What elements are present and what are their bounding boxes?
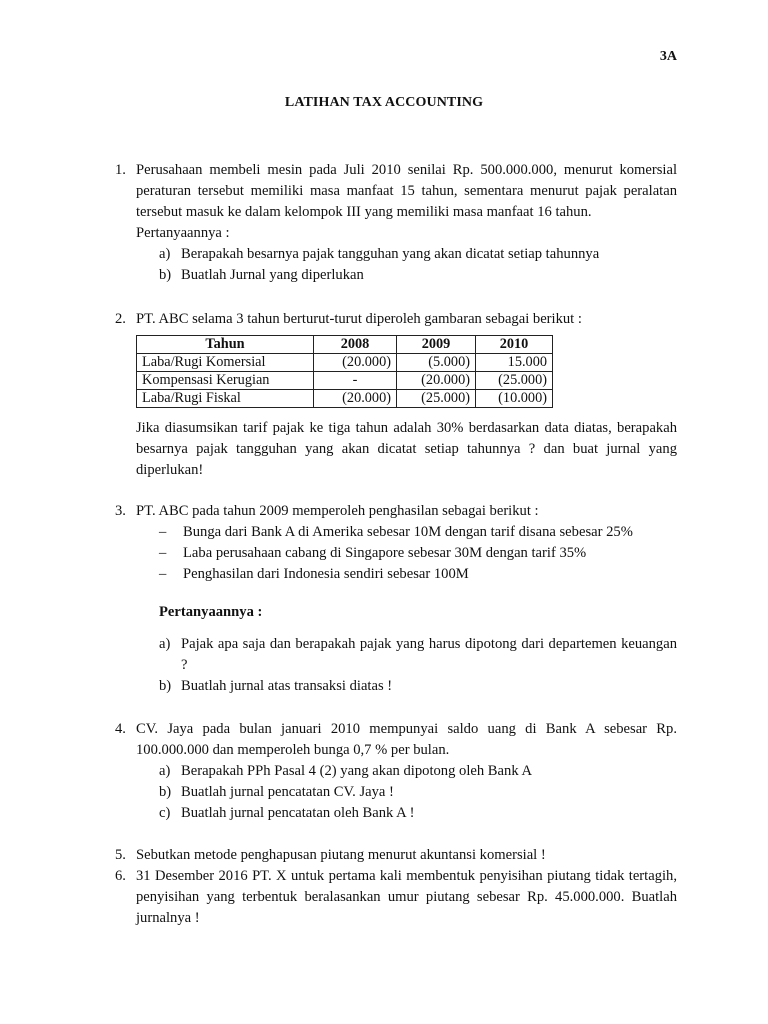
question-text: 31 Desember 2016 PT. X untuk pertama kali membentuk penyisihan piutang tidak tertagih, penyisihan yang terbentuk beralasankan umur piutang sebesar Rp. 45.000.000. Buatlah jurnalnya !: [136, 868, 677, 926]
data-table: [136, 335, 553, 408]
item-text: Berapakah besarnya pajak tangguhan yang akan dicatat setiap tahunnya: [181, 246, 600, 262]
table-cell: Laba/Rugi Komersial: [137, 354, 314, 372]
question-3: [115, 501, 677, 697]
table-cell: (20.000): [314, 354, 397, 372]
table-header: Tahun: [137, 336, 314, 354]
bullet-item: [159, 564, 677, 585]
dash-icon: –: [159, 524, 167, 540]
bullet-item: [159, 522, 677, 543]
table-header: 2008: [314, 336, 397, 354]
list-item: [159, 761, 677, 782]
question-number: 3.: [115, 503, 126, 519]
list-item: [159, 634, 677, 676]
table-cell: Kompensasi Kerugian: [137, 372, 314, 390]
page-id: 3A: [659, 49, 677, 64]
table-cell: (5.000): [397, 354, 476, 372]
table-cell: -: [314, 372, 397, 390]
question-number: 1.: [115, 162, 126, 178]
table-header: 2010: [476, 336, 553, 354]
list-item: [159, 803, 677, 824]
question-4: [115, 719, 677, 824]
question-1: [115, 160, 677, 286]
table-cell: Laba/Rugi Fiskal: [137, 390, 314, 408]
list-item: [159, 676, 677, 697]
item-text: Buatlah jurnal pencatatan oleh Bank A !: [181, 805, 415, 821]
question-number: 2.: [115, 311, 126, 327]
question-number: 6.: [115, 868, 126, 884]
list-item: [159, 265, 677, 286]
table-cell: (20.000): [314, 390, 397, 408]
item-label: a): [159, 763, 171, 779]
table-header-row: [137, 336, 553, 354]
item-text: Pajak apa saja dan berapakah pajak yang harus dipotong dari departemen keuangan ?: [181, 636, 677, 673]
question-followup: Jika diasumsikan tarif pajak ke tiga tahun adalah 30% berdasarkan data diatas, berapakah besarnya pajak tangguhan yang akan dicatat setiap tahunnya ? dan buat jurnal yang diperlukan!: [136, 420, 677, 478]
question-prompt: Pertanyaannya :: [159, 604, 263, 620]
item-label: a): [159, 636, 171, 652]
item-text: Buatlah jurnal atas transaksi diatas !: [181, 678, 393, 694]
item-text: Buatlah jurnal pencatatan CV. Jaya !: [181, 784, 394, 800]
item-label: b): [159, 678, 172, 694]
bullet-text: Bunga dari Bank A di Amerika sebesar 10M dengan tarif disana sebesar 25%: [183, 524, 633, 540]
question-prompt: Pertanyaannya :: [136, 225, 230, 241]
question-2: [115, 309, 677, 481]
table-cell: (25.000): [476, 372, 553, 390]
item-label: a): [159, 246, 171, 262]
table-row: [137, 354, 553, 372]
question-text: PT. ABC pada tahun 2009 memperoleh penghasilan sebagai berikut :: [136, 503, 539, 519]
dash-icon: –: [159, 566, 167, 582]
item-text: Buatlah Jurnal yang diperlukan: [181, 267, 364, 283]
question-text: CV. Jaya pada bulan januari 2010 mempunyai saldo uang di Bank A sebesar Rp. 100.000.000 dan memperoleh bunga 0,7 % per bulan.: [136, 721, 677, 758]
question-number: 5.: [115, 847, 126, 863]
item-label: b): [159, 267, 172, 283]
table-cell: (20.000): [397, 372, 476, 390]
document-title: LATIHAN TAX ACCOUNTING: [284, 95, 484, 110]
question-text: Perusahaan membeli mesin pada Juli 2010 senilai Rp. 500.000.000, menurut komersial peraturan tersebut memiliki masa manfaat 15 tahun, sementara menurut pajak peralatan tersebut masuk ke dalam kelompok III yang memiliki masa manfaat 16 tahun.: [136, 162, 677, 220]
list-item: [159, 782, 677, 803]
table-row: [137, 372, 553, 390]
bullet-text: Penghasilan dari Indonesia sendiri sebesar 100M: [183, 566, 469, 582]
table-row: [137, 390, 553, 408]
table-cell: (10.000): [476, 390, 553, 408]
table-header: 2009: [397, 336, 476, 354]
bullet-item: [159, 543, 677, 564]
question-5: [115, 845, 677, 866]
item-text: Berapakah PPh Pasal 4 (2) yang akan dipotong oleh Bank A: [181, 763, 532, 779]
question-text: Sebutkan metode penghapusan piutang menurut akuntansi komersial !: [136, 847, 546, 863]
question-number: 4.: [115, 721, 126, 737]
dash-icon: –: [159, 545, 167, 561]
bullet-text: Laba perusahaan cabang di Singapore sebesar 30M dengan tarif 35%: [183, 545, 587, 561]
table-cell: (25.000): [397, 390, 476, 408]
list-item: [159, 244, 677, 265]
item-label: b): [159, 784, 172, 800]
question-text: PT. ABC selama 3 tahun berturut-turut diperoleh gambaran sebagai berikut :: [136, 311, 582, 327]
item-label: c): [159, 805, 171, 821]
question-list: [115, 160, 677, 929]
question-6: [115, 866, 677, 929]
table-cell: 15.000: [476, 354, 553, 372]
